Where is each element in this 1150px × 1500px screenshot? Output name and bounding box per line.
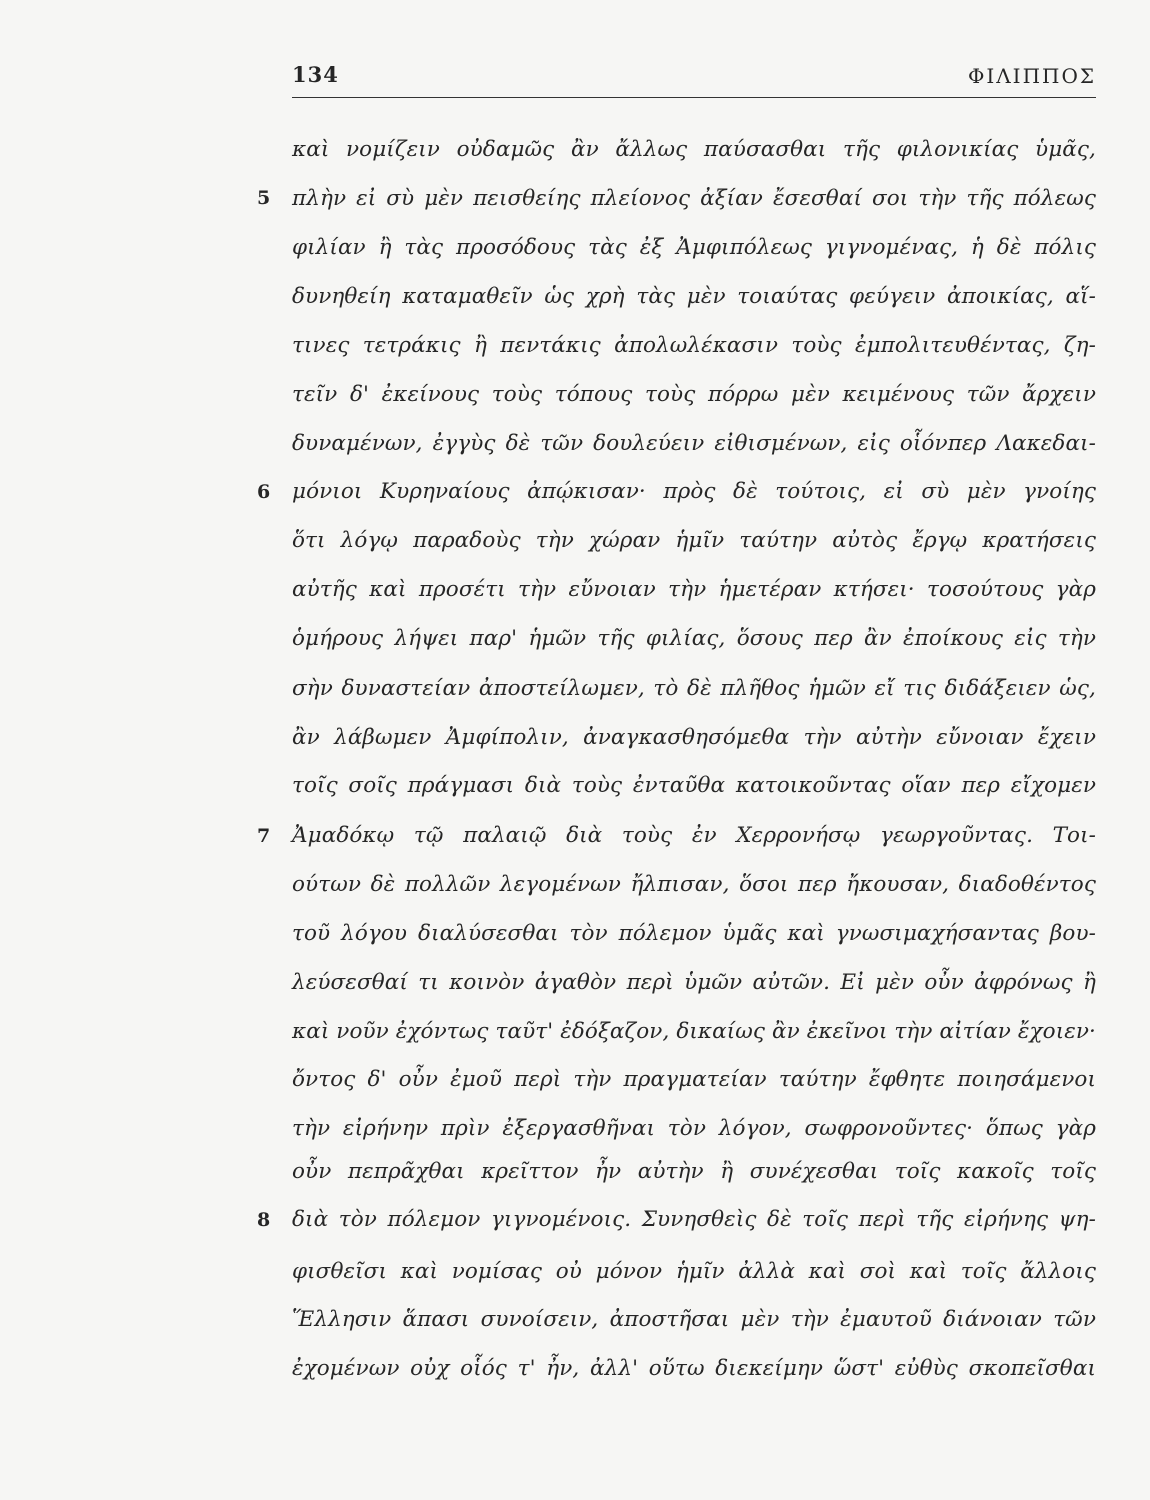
text-line: Ἀμαδόκῳ τῷ παλαιῷ διὰ τοὺς ἐν Χερρονήσῳ γεωργοῦντας. Τοι- xyxy=(292,823,1096,848)
text-line: φισθεῖσι καὶ νομίσας οὐ μόνον ἡμῖν ἀλλὰ καὶ σοὶ καὶ τοῖς ἄλλοις xyxy=(292,1259,1096,1284)
text-line: ἂν λάβωμεν Ἀμφίπολιν, ἀναγκασθησόμεθα τὴν αὐτὴν εὔνοιαν ἔχειν xyxy=(292,725,1096,750)
section-number: 5 xyxy=(257,187,271,209)
text-line: καὶ νοῦν ἐχόντως ταῦτ' ἐδόξαζον, δικαίως ἂν ἐκεῖνοι τὴν αἰτίαν ἔχοιεν· xyxy=(292,1019,1096,1044)
text-line: λεύσεσθαί τι κοινὸν ἀγαθὸν περὶ ὑμῶν αὐτῶν. Εἰ μὲν οὖν ἀφρόνως ἢ xyxy=(292,970,1096,995)
text-line: σὴν δυναστείαν ἀποστείλωμεν, τὸ δὲ πλῆθος ἡμῶν εἴ τις διδάξειεν ὡς, xyxy=(292,676,1096,701)
section-number: 7 xyxy=(257,825,271,847)
text-line: φιλίαν ἢ τὰς προσόδους τὰς ἐξ Ἀμφιπόλεως γιγνομένας, ἡ δὲ πόλις xyxy=(292,235,1096,260)
section-number: 8 xyxy=(257,1209,271,1231)
text-line: καὶ νομίζειν οὐδαμῶς ἂν ἄλλως παύσασθαι τῆς φιλονικίας ὑμᾶς, xyxy=(292,137,1096,162)
text-line: Ἕλλησιν ἅπασι συνοίσειν, ἀποστῆσαι μὲν τὴν ἐμαυτοῦ διάνοιαν τῶν xyxy=(292,1307,1096,1332)
page-number: 134 xyxy=(292,62,339,87)
text-line: τεῖν δ' ἐκείνους τοὺς τόπους τοὺς πόρρω μὲν κειμένους τῶν ἄρχειν xyxy=(292,382,1096,407)
text-line: ὄντος δ' οὖν ἐμοῦ περὶ τὴν πραγματείαν ταύτην ἔφθητε ποιησάμενοι xyxy=(292,1067,1096,1092)
text-line: τοῦ λόγου διαλύσεσθαι τὸν πόλεμον ὑμᾶς καὶ γνωσιμαχήσαντας βου- xyxy=(292,921,1096,946)
text-line: οὖν πεπρᾶχθαι κρεῖττον ἦν αὐτὴν ἢ συνέχεσθαι τοῖς κακοῖς τοῖς xyxy=(292,1159,1096,1184)
text-line: διὰ τὸν πόλεμον γιγνομένοις. Συνησθεὶς δὲ τοῖς περὶ τῆς εἰρήνης ψη- xyxy=(292,1207,1096,1232)
text-line: τοῖς σοῖς πράγμασι διὰ τοὺς ἐνταῦθα κατοικοῦντας οἵαν περ εἴχομεν xyxy=(292,773,1096,798)
text-line: δυναμένων, ἐγγὺς δὲ τῶν δουλεύειν εἰθισμένων, εἰς οἷόνπερ Λακεδαι- xyxy=(292,431,1096,456)
running-header xyxy=(292,62,1096,96)
text-line: ούτων δὲ πολλῶν λεγομένων ἤλπισαν, ὅσοι περ ἤκουσαν, διαδοθέντος xyxy=(292,872,1096,897)
text-line: τινες τετράκις ἢ πεντάκις ἀπολωλέκασιν τοὺς ἐμπολιτευθέντας, ζη- xyxy=(292,333,1096,358)
text-line: ὅτι λόγῳ παραδοὺς τὴν χώραν ἡμῖν ταύτην αὐτὸς ἔργῳ κρατήσεις xyxy=(292,528,1096,553)
text-line: πλὴν εἰ σὺ μὲν πεισθείης πλείονος ἀξίαν ἔσεσθαί σοι τὴν τῆς πόλεως xyxy=(292,186,1096,211)
header-rule xyxy=(292,97,1096,98)
text-line: ἐχομένων οὐχ οἷός τ' ἦν, ἀλλ' οὕτω διεκείμην ὥστ' εὐθὺς σκοπεῖσθαι xyxy=(292,1356,1096,1381)
text-line: αὐτῆς καὶ προσέτι τὴν εὔνοιαν τὴν ἡμετέραν κτήσει· τοσούτους γὰρ xyxy=(292,577,1096,602)
text-line: μόνιοι Κυρηναίους ἀπῴκισαν· πρὸς δὲ τούτοις, εἰ σὺ μὲν γνοίης xyxy=(292,479,1096,504)
text-line: δυνηθείη καταμαθεῖν ὡς χρὴ τὰς μὲν τοιαύτας φεύγειν ἀποικίας, αἵ- xyxy=(292,284,1096,309)
running-title: ΦΙΛΙΠΠΟΣ xyxy=(967,64,1096,88)
text-line: τὴν εἰρήνην πρὶν ἐξεργασθῆναι τὸν λόγον, σωφρονοῦντες· ὅπως γὰρ xyxy=(292,1116,1096,1141)
section-number: 6 xyxy=(257,481,271,503)
text-line: ὁμήρους λήψει παρ' ἡμῶν τῆς φιλίας, ὅσους περ ἂν ἐποίκους εἰς τὴν xyxy=(292,626,1096,651)
